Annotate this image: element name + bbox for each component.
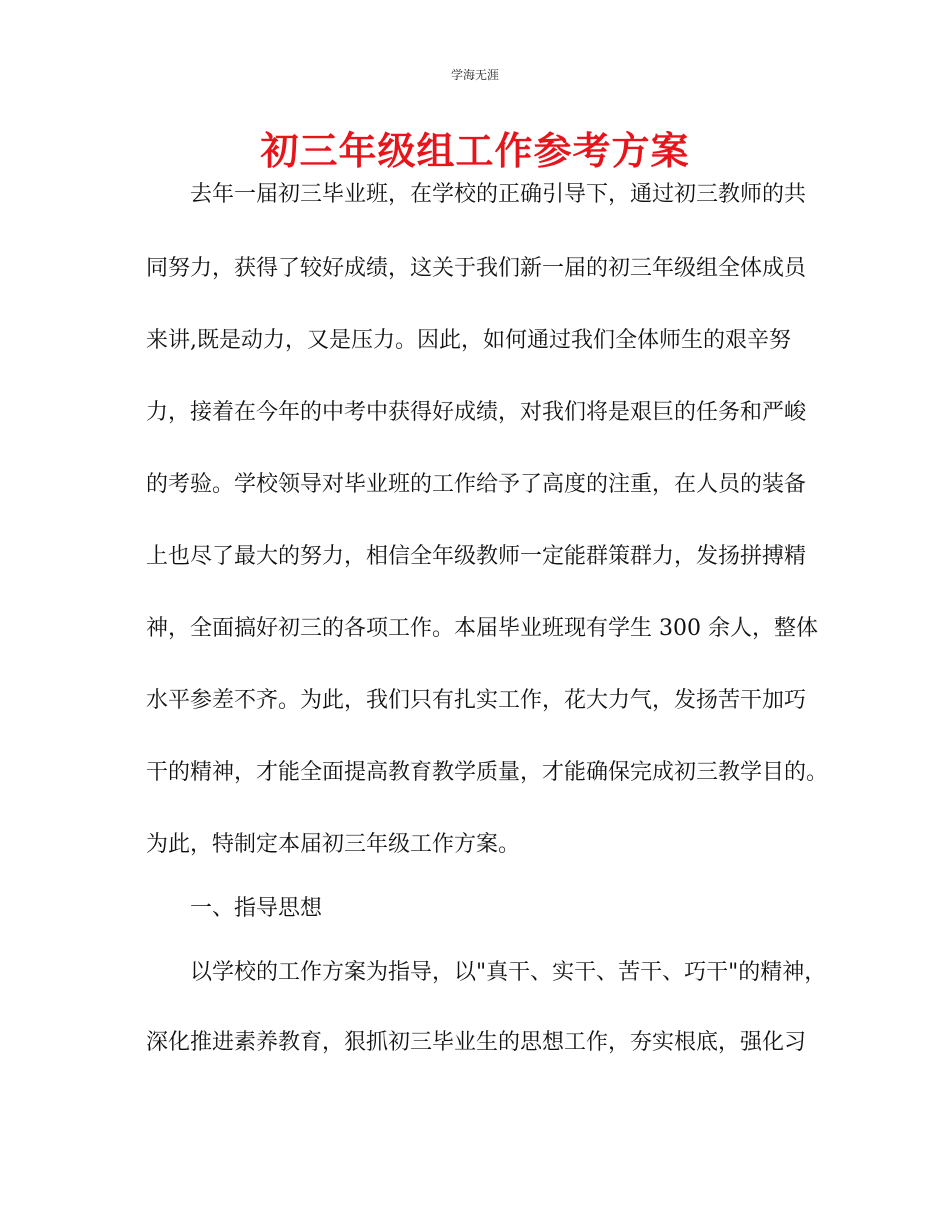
document-title: 初三年级组工作参考方案	[260, 129, 690, 173]
body-line: 以学校的工作方案为指导，以"真干、实干、苦干、巧干"的精神，	[190, 960, 827, 985]
body-line: 来讲,既是动力，又是压力。因此，如何通过我们全体师生的艰辛努	[146, 328, 791, 353]
body-line: 的考验。学校领导对毕业班的工作给予了高度的注重，在人员的装备	[146, 472, 807, 497]
body-line: 神，全面搞好初三的各项工作。本届毕业班现有学生 300 余人，整体	[146, 616, 818, 641]
body-line: 深化推进素养教育，狠抓初三毕业生的思想工作，夯实根底，强化习	[146, 1030, 807, 1055]
body-line: 去年一届初三毕业班，在学校的正确引导下，通过初三教师的共	[190, 182, 807, 207]
section-heading: 一、指导思想	[190, 896, 323, 921]
page-header: 学海无涯	[450, 68, 499, 82]
body-line: 干的精神，才能全面提高教育教学质量，才能确保完成初三教学目的。	[146, 760, 829, 785]
body-line: 力，接着在今年的中考中获得好成绩，对我们将是艰巨的任务和严峻	[146, 400, 807, 425]
body-line: 同努力，获得了较好成绩，这关于我们新一届的初三年级组全体成员	[146, 256, 807, 281]
body-line: 为此，特制定本届初三年级工作方案。	[146, 832, 521, 857]
body-line: 上也尽了最大的努力，相信全年级教师一定能群策群力，发扬拼搏精	[146, 544, 807, 569]
body-line: 水平参差不齐。为此，我们只有扎实工作，花大力气，发扬苦干加巧	[146, 688, 807, 713]
